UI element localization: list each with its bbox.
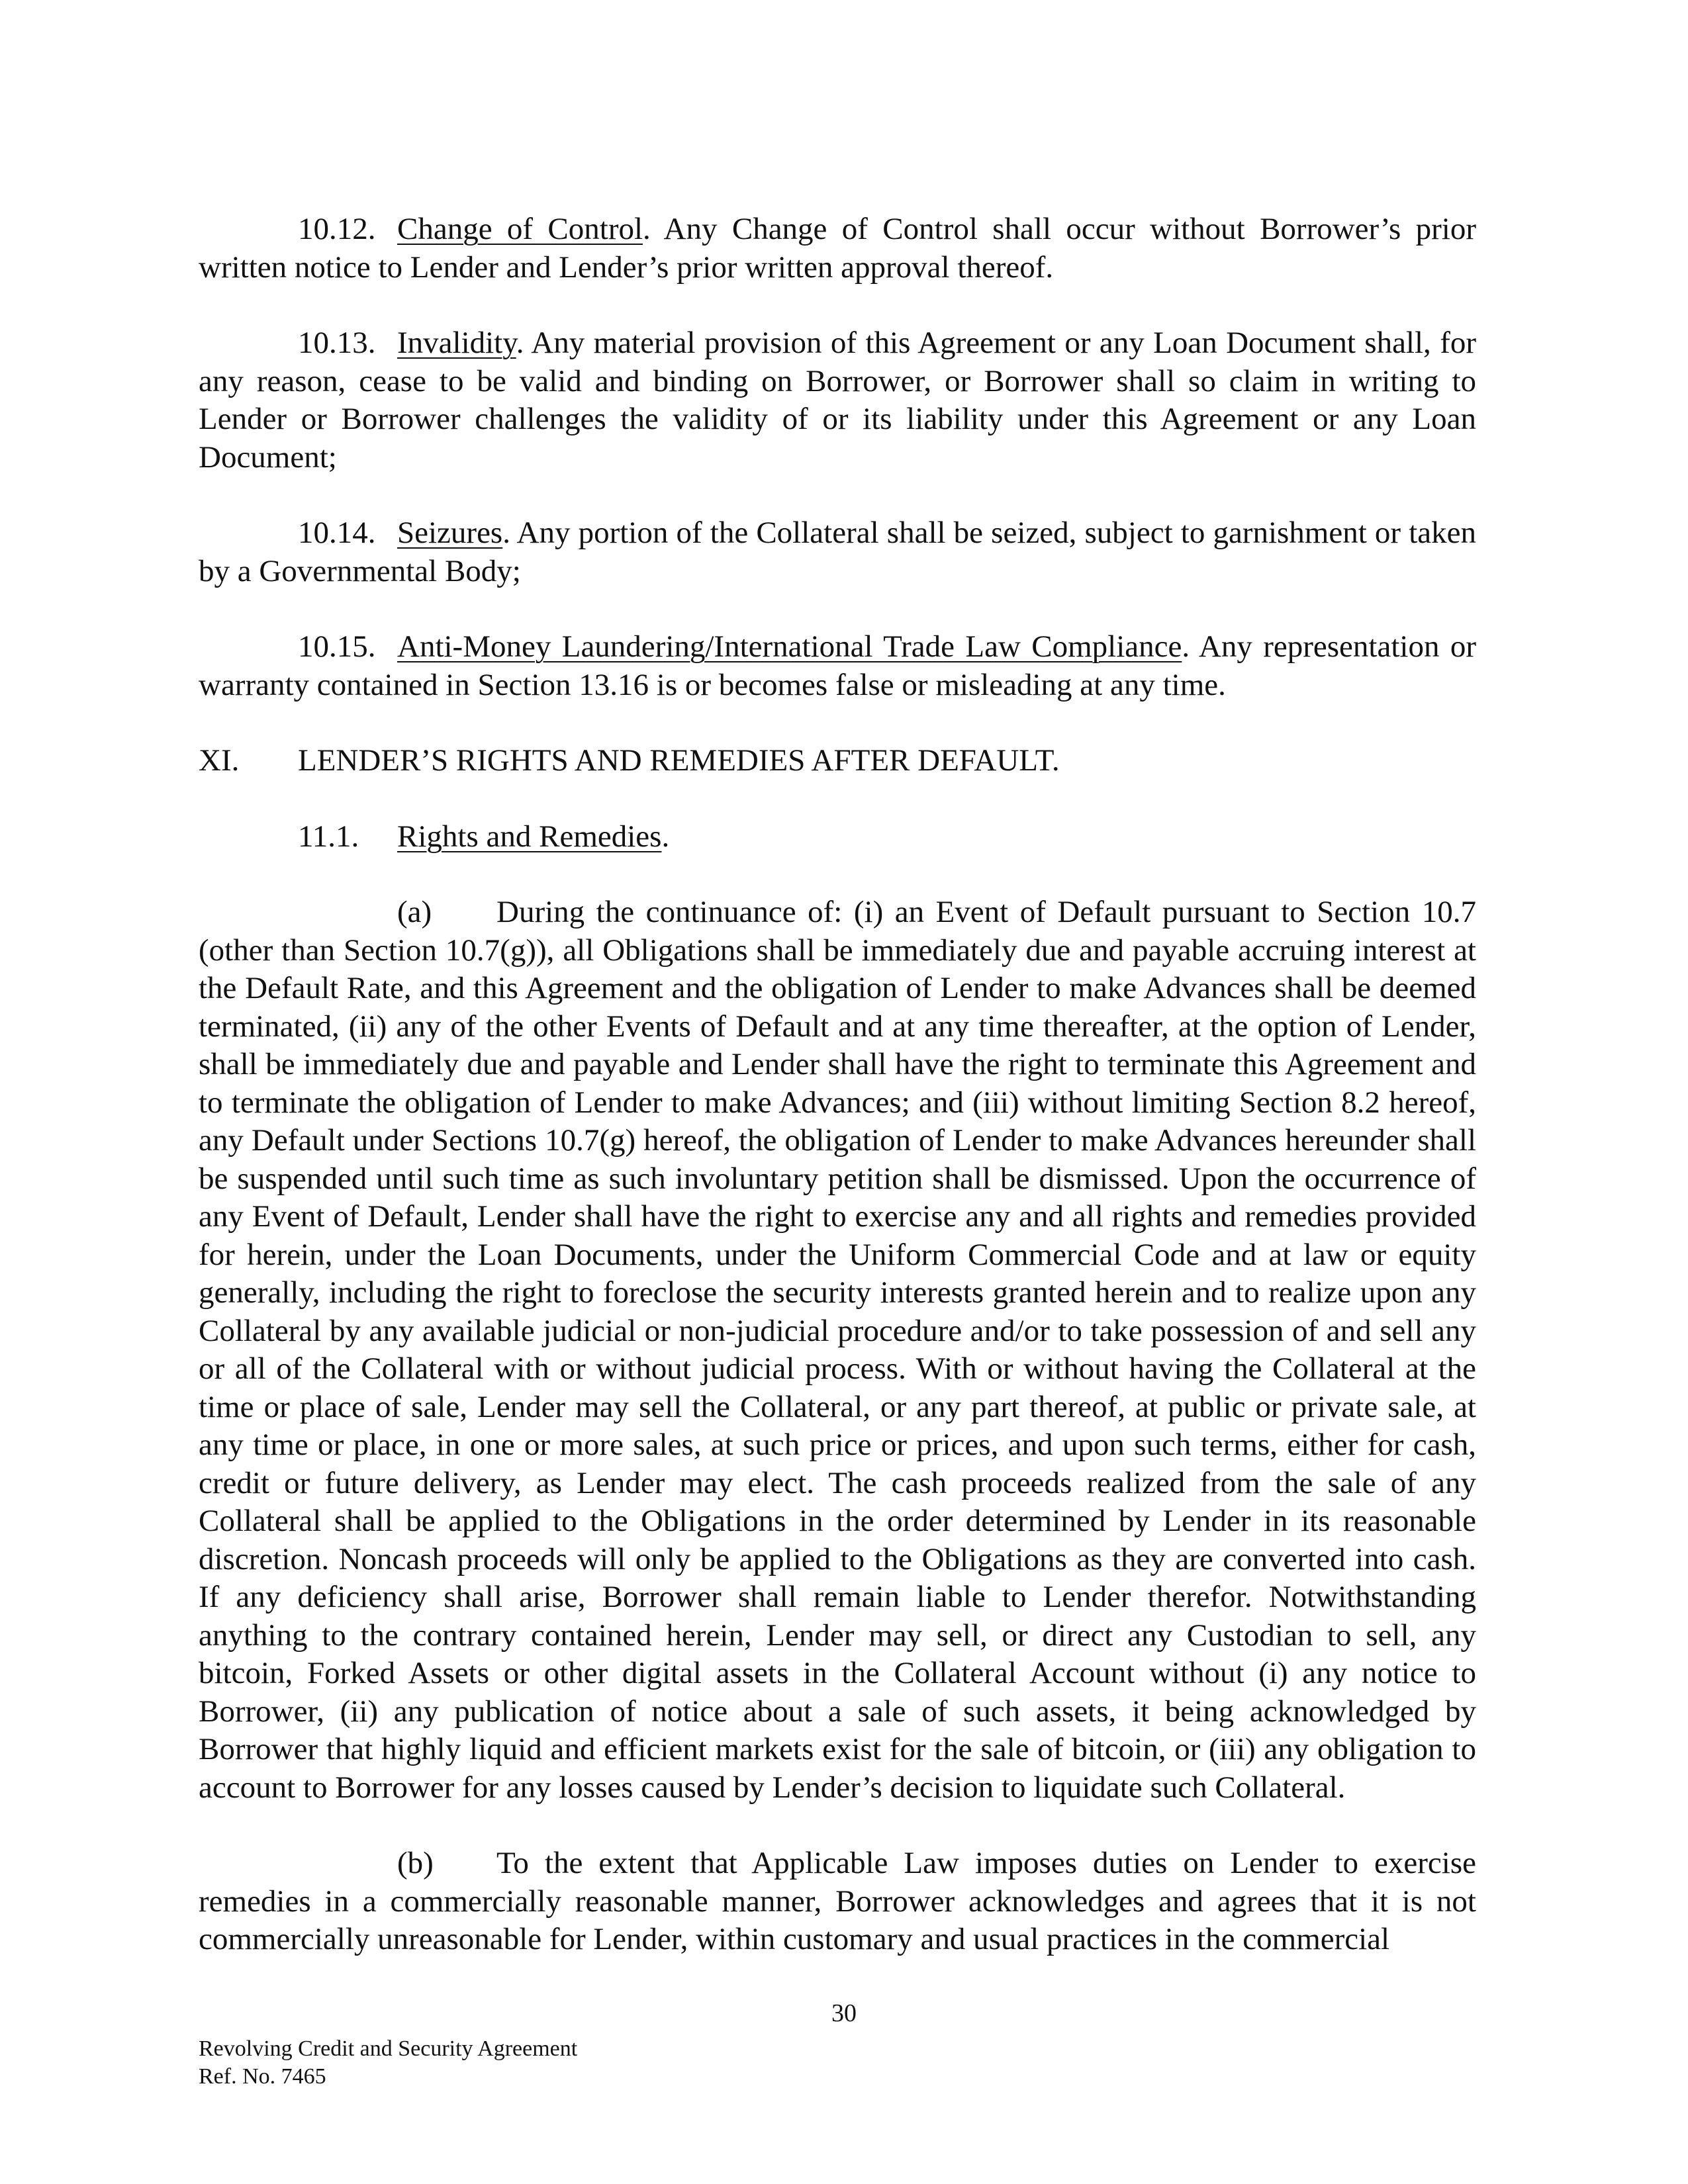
page-number: 30 <box>831 1999 857 2027</box>
paragraph-label: (a) <box>397 895 432 929</box>
article-title: LENDER’S RIGHTS AND REMEDIES AFTER DEFAULT. <box>298 743 1060 778</box>
section-title: Seizures <box>397 516 503 550</box>
document-page <box>199 210 1476 1959</box>
section-title: Anti-Money Laundering/International Trade Law Compliance <box>397 629 1182 664</box>
paragraph-a <box>199 893 1476 1807</box>
paragraph-text: During the continuance of: (i) an Event of Default pursuant to Section 10.7 (other than Section 10.7(g)), all Obligations shall be immediately due and payable accruing interest at the Default Rate, and this Agreement and the obligation of Lender to make Advances shall be deemed terminated, (ii) any of the other Events of Default and at any time thereafter, at the option of Lender, shall be immediately due and payable and Lender shall have the right to terminate this Agreement and to terminate the obligation of Lender to make Advances; and (iii) without limiting Section 8.2 hereof, any Default under Sections 10.7(g) hereof, the obligation of Lender to make Advances hereunder shall be suspended until such time as such involuntary petition shall be dismissed. Upon the occurrence of any Event of Default, Lender shall have the right to exercise any and all rights and remedies provided for herein, under the Loan Documents, under the Uniform Commercial Code and at law or equity generally, including the right to foreclose the security interests granted herein and to realize upon any Collateral by any available judicial or non-judicial procedure and/or to take possession of and sell any or all of the Collateral with or without judicial process. With or without having the Collateral at the time or place of sale, Lender may sell the Collateral, or any part thereof, at public or private sale, at any time or place, in one or more sales, at such price or prices, and upon such terms, either for cash, credit or future delivery, as Lender may elect. The cash proceeds realized from the sale of any Collateral shall be applied to the Obligations in the order determined by Lender in its reasonable discretion. Noncash proceeds will only be applied to the Obligations as they are converted into cash. If any deficiency shall arise, Borrower shall remain liable to Lender therefor. Notwithstanding anything to the contrary contained herein, Lender may sell, or direct any Custodian to sell, any bitcoin, Forked Assets or other digital assets in the Collateral Account without (i) any notice to Borrower, (ii) any publication of notice about a sale of such assets, it being acknowledged by Borrower that highly liquid and efficient markets exist for the sale of bitcoin, or (iii) any obligation to account to Borrower for any losses caused by Lender’s decision to liquidate such Collateral. <box>199 895 1476 1805</box>
section-text: . Any portion of the Collateral shall be seized, subject to garnishment or taken by a Governmental Body; <box>199 516 1476 588</box>
section-title-suffix: . <box>661 819 670 854</box>
article-number: XI. <box>199 743 240 778</box>
section-title: Change of Control <box>397 212 643 246</box>
section-text: . Any material provision of this Agreement or any Loan Document shall, for any reason, cease to be valid and binding on Borrower, or Borrower shall so claim in writing to Lender or Borrower challenges the validity of or its liability under this Agreement or any Loan Document; <box>199 326 1476 475</box>
document-footer <box>199 2035 577 2091</box>
section-text: . Any representation or warranty contained in Section 13.16 is or becomes false or misleading at any time. <box>199 629 1476 702</box>
section-title: Rights and Remedies <box>397 819 662 854</box>
paragraph-label: (b) <box>397 1846 434 1880</box>
section-11-1-heading <box>298 818 1476 856</box>
section-number: 10.13. <box>298 326 376 360</box>
section-number: 10.15. <box>298 629 376 664</box>
section-number: 10.12. <box>298 212 376 246</box>
section-10-15 <box>199 628 1476 704</box>
section-10-12 <box>199 210 1476 287</box>
footer-ref: Ref. No. 7465 <box>199 2064 326 2089</box>
section-text: . Any Change of Control shall occur without Borrower’s prior written notice to Lender and Lender’s prior written approval thereof. <box>199 212 1476 285</box>
section-10-14 <box>199 514 1476 590</box>
section-number: 10.14. <box>298 516 376 550</box>
section-10-13 <box>199 324 1476 477</box>
paragraph-text: To the extent that Applicable Law imposes duties on Lender to exercise remedies in a commercially reasonable manner, Borrower acknowledges and agrees that it is not commercially unreasonable for Lender, within customary and usual practices in the commercial <box>199 1846 1476 1956</box>
section-title: Invalidity <box>397 326 516 360</box>
footer-doc-title: Revolving Credit and Security Agreement <box>199 2036 578 2061</box>
section-number: 11.1. <box>298 819 359 854</box>
paragraph-b <box>199 1844 1476 1959</box>
article-xi-heading <box>199 742 1476 780</box>
